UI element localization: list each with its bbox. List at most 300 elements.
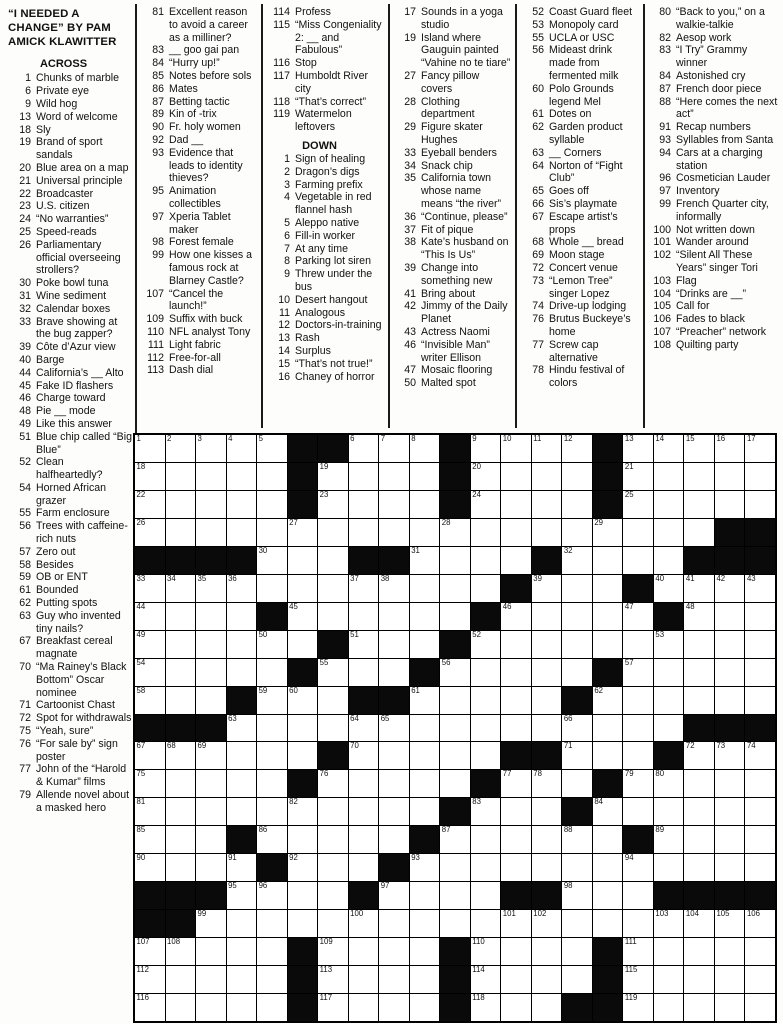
grid-cell[interactable] bbox=[501, 659, 531, 686]
grid-cell[interactable] bbox=[684, 910, 714, 937]
grid-cell[interactable] bbox=[501, 435, 531, 462]
grid-cell[interactable] bbox=[135, 491, 165, 518]
grid-cell[interactable] bbox=[623, 966, 653, 993]
grid-cell[interactable] bbox=[257, 575, 287, 602]
grid-cell[interactable] bbox=[227, 491, 257, 518]
grid-cell[interactable] bbox=[745, 770, 775, 797]
grid-cell[interactable] bbox=[593, 547, 623, 574]
grid-cell[interactable] bbox=[227, 938, 257, 965]
grid-cell[interactable] bbox=[410, 631, 440, 658]
grid-cell[interactable] bbox=[227, 435, 257, 462]
grid-cell[interactable] bbox=[471, 715, 501, 742]
grid-cell[interactable] bbox=[410, 994, 440, 1021]
grid-cell[interactable] bbox=[379, 910, 409, 937]
grid-cell[interactable] bbox=[318, 659, 348, 686]
grid-cell[interactable] bbox=[440, 575, 470, 602]
grid-cell[interactable] bbox=[684, 687, 714, 714]
grid-cell[interactable] bbox=[196, 826, 226, 853]
grid-cell[interactable] bbox=[745, 435, 775, 462]
grid-cell[interactable] bbox=[196, 854, 226, 881]
grid-cell[interactable] bbox=[227, 742, 257, 769]
grid-cell[interactable] bbox=[379, 742, 409, 769]
grid-cell[interactable] bbox=[410, 435, 440, 462]
grid-cell[interactable] bbox=[501, 910, 531, 937]
grid-cell[interactable] bbox=[654, 910, 684, 937]
grid-cell[interactable] bbox=[471, 435, 501, 462]
grid-cell[interactable] bbox=[410, 910, 440, 937]
grid-cell[interactable] bbox=[745, 491, 775, 518]
grid-cell[interactable] bbox=[379, 491, 409, 518]
grid-cell[interactable] bbox=[623, 547, 653, 574]
grid-cell[interactable] bbox=[654, 435, 684, 462]
grid-cell[interactable] bbox=[593, 798, 623, 825]
grid-cell[interactable] bbox=[562, 463, 592, 490]
grid-cell[interactable] bbox=[379, 659, 409, 686]
grid-cell[interactable] bbox=[501, 519, 531, 546]
grid-cell[interactable] bbox=[318, 715, 348, 742]
grid-cell[interactable] bbox=[471, 687, 501, 714]
grid-cell[interactable] bbox=[227, 994, 257, 1021]
grid-cell[interactable] bbox=[410, 770, 440, 797]
grid-cell[interactable] bbox=[379, 994, 409, 1021]
grid-cell[interactable] bbox=[654, 547, 684, 574]
grid-cell[interactable] bbox=[257, 798, 287, 825]
grid-cell[interactable] bbox=[623, 994, 653, 1021]
grid-cell[interactable] bbox=[410, 882, 440, 909]
grid-cell[interactable] bbox=[288, 575, 318, 602]
grid-cell[interactable] bbox=[623, 854, 653, 881]
grid-cell[interactable] bbox=[715, 770, 745, 797]
grid-cell[interactable] bbox=[562, 631, 592, 658]
grid-cell[interactable] bbox=[745, 854, 775, 881]
grid-cell[interactable] bbox=[410, 491, 440, 518]
grid-cell[interactable] bbox=[532, 575, 562, 602]
grid-cell[interactable] bbox=[501, 603, 531, 630]
grid-cell[interactable] bbox=[196, 575, 226, 602]
grid-cell[interactable] bbox=[288, 631, 318, 658]
grid-cell[interactable] bbox=[196, 491, 226, 518]
grid-cell[interactable] bbox=[654, 687, 684, 714]
grid-cell[interactable] bbox=[318, 910, 348, 937]
grid-cell[interactable] bbox=[684, 435, 714, 462]
grid-cell[interactable] bbox=[623, 659, 653, 686]
grid-cell[interactable] bbox=[623, 463, 653, 490]
grid-cell[interactable] bbox=[532, 966, 562, 993]
grid-cell[interactable] bbox=[715, 966, 745, 993]
grid-cell[interactable] bbox=[471, 910, 501, 937]
grid-cell[interactable] bbox=[349, 994, 379, 1021]
grid-cell[interactable] bbox=[532, 687, 562, 714]
grid-cell[interactable] bbox=[684, 854, 714, 881]
grid-cell[interactable] bbox=[135, 966, 165, 993]
grid-cell[interactable] bbox=[349, 463, 379, 490]
grid-cell[interactable] bbox=[379, 770, 409, 797]
grid-cell[interactable] bbox=[471, 491, 501, 518]
grid-cell[interactable] bbox=[715, 463, 745, 490]
grid-cell[interactable] bbox=[745, 575, 775, 602]
grid-cell[interactable] bbox=[501, 547, 531, 574]
grid-cell[interactable] bbox=[288, 882, 318, 909]
grid-cell[interactable] bbox=[471, 882, 501, 909]
grid-cell[interactable] bbox=[349, 659, 379, 686]
grid-cell[interactable] bbox=[440, 826, 470, 853]
grid-cell[interactable] bbox=[501, 770, 531, 797]
grid-cell[interactable] bbox=[318, 463, 348, 490]
grid-cell[interactable] bbox=[593, 742, 623, 769]
grid-cell[interactable] bbox=[135, 994, 165, 1021]
grid-cell[interactable] bbox=[593, 910, 623, 937]
grid-cell[interactable] bbox=[257, 910, 287, 937]
grid-cell[interactable] bbox=[532, 463, 562, 490]
grid-cell[interactable] bbox=[654, 659, 684, 686]
grid-cell[interactable] bbox=[318, 547, 348, 574]
grid-cell[interactable] bbox=[318, 603, 348, 630]
grid-cell[interactable] bbox=[593, 575, 623, 602]
grid-cell[interactable] bbox=[196, 659, 226, 686]
grid-cell[interactable] bbox=[166, 798, 196, 825]
grid-cell[interactable] bbox=[501, 463, 531, 490]
grid-cell[interactable] bbox=[166, 854, 196, 881]
grid-cell[interactable] bbox=[288, 603, 318, 630]
grid-cell[interactable] bbox=[166, 519, 196, 546]
grid-cell[interactable] bbox=[349, 770, 379, 797]
grid-cell[interactable] bbox=[227, 603, 257, 630]
grid-cell[interactable] bbox=[318, 575, 348, 602]
grid-cell[interactable] bbox=[166, 631, 196, 658]
grid-cell[interactable] bbox=[715, 742, 745, 769]
grid-cell[interactable] bbox=[745, 826, 775, 853]
grid-cell[interactable] bbox=[379, 826, 409, 853]
grid-cell[interactable] bbox=[135, 938, 165, 965]
grid-cell[interactable] bbox=[532, 435, 562, 462]
grid-cell[interactable] bbox=[318, 938, 348, 965]
grid-cell[interactable] bbox=[562, 435, 592, 462]
grid-cell[interactable] bbox=[257, 631, 287, 658]
grid-cell[interactable] bbox=[562, 575, 592, 602]
grid-cell[interactable] bbox=[379, 882, 409, 909]
grid-cell[interactable] bbox=[135, 631, 165, 658]
grid-cell[interactable] bbox=[410, 603, 440, 630]
grid-cell[interactable] bbox=[196, 910, 226, 937]
grid-cell[interactable] bbox=[166, 966, 196, 993]
grid-cell[interactable] bbox=[410, 938, 440, 965]
grid-cell[interactable] bbox=[471, 659, 501, 686]
grid-cell[interactable] bbox=[745, 798, 775, 825]
grid-cell[interactable] bbox=[288, 854, 318, 881]
grid-cell[interactable] bbox=[654, 491, 684, 518]
grid-cell[interactable] bbox=[349, 854, 379, 881]
grid-cell[interactable] bbox=[440, 770, 470, 797]
grid-cell[interactable] bbox=[318, 966, 348, 993]
grid-cell[interactable] bbox=[501, 631, 531, 658]
grid-cell[interactable] bbox=[715, 938, 745, 965]
grid-cell[interactable] bbox=[471, 519, 501, 546]
grid-cell[interactable] bbox=[745, 687, 775, 714]
grid-cell[interactable] bbox=[196, 742, 226, 769]
grid-cell[interactable] bbox=[532, 910, 562, 937]
grid-cell[interactable] bbox=[715, 687, 745, 714]
grid-cell[interactable] bbox=[257, 491, 287, 518]
grid-cell[interactable] bbox=[166, 463, 196, 490]
grid-cell[interactable] bbox=[471, 742, 501, 769]
grid-cell[interactable] bbox=[349, 798, 379, 825]
grid-cell[interactable] bbox=[288, 715, 318, 742]
grid-cell[interactable] bbox=[349, 910, 379, 937]
grid-cell[interactable] bbox=[440, 603, 470, 630]
grid-cell[interactable] bbox=[288, 547, 318, 574]
grid-cell[interactable] bbox=[684, 798, 714, 825]
grid-cell[interactable] bbox=[684, 994, 714, 1021]
grid-cell[interactable] bbox=[501, 798, 531, 825]
grid-cell[interactable] bbox=[135, 854, 165, 881]
grid-cell[interactable] bbox=[257, 742, 287, 769]
grid-cell[interactable] bbox=[654, 798, 684, 825]
grid-cell[interactable] bbox=[318, 491, 348, 518]
grid-cell[interactable] bbox=[440, 854, 470, 881]
grid-cell[interactable] bbox=[349, 603, 379, 630]
grid-cell[interactable] bbox=[501, 966, 531, 993]
grid-cell[interactable] bbox=[562, 491, 592, 518]
grid-cell[interactable] bbox=[166, 575, 196, 602]
grid-cell[interactable] bbox=[257, 435, 287, 462]
grid-cell[interactable] bbox=[654, 519, 684, 546]
grid-cell[interactable] bbox=[471, 994, 501, 1021]
grid-cell[interactable] bbox=[227, 966, 257, 993]
grid-cell[interactable] bbox=[196, 687, 226, 714]
grid-cell[interactable] bbox=[379, 575, 409, 602]
grid-cell[interactable] bbox=[440, 687, 470, 714]
grid-cell[interactable] bbox=[471, 826, 501, 853]
grid-cell[interactable] bbox=[623, 882, 653, 909]
grid-cell[interactable] bbox=[623, 715, 653, 742]
grid-cell[interactable] bbox=[562, 659, 592, 686]
grid-cell[interactable] bbox=[379, 966, 409, 993]
grid-cell[interactable] bbox=[501, 826, 531, 853]
grid-cell[interactable] bbox=[257, 659, 287, 686]
grid-cell[interactable] bbox=[684, 966, 714, 993]
grid-cell[interactable] bbox=[318, 687, 348, 714]
grid-cell[interactable] bbox=[562, 603, 592, 630]
grid-cell[interactable] bbox=[471, 966, 501, 993]
grid-cell[interactable] bbox=[593, 715, 623, 742]
grid-cell[interactable] bbox=[227, 715, 257, 742]
grid-cell[interactable] bbox=[318, 826, 348, 853]
grid-cell[interactable] bbox=[257, 715, 287, 742]
grid-cell[interactable] bbox=[135, 742, 165, 769]
grid-cell[interactable] bbox=[166, 435, 196, 462]
grid-cell[interactable] bbox=[196, 463, 226, 490]
grid-cell[interactable] bbox=[501, 938, 531, 965]
grid-cell[interactable] bbox=[623, 603, 653, 630]
grid-cell[interactable] bbox=[654, 938, 684, 965]
grid-cell[interactable] bbox=[318, 770, 348, 797]
grid-cell[interactable] bbox=[623, 435, 653, 462]
crossword-grid[interactable] bbox=[133, 433, 777, 1023]
grid-cell[interactable] bbox=[349, 715, 379, 742]
grid-cell[interactable] bbox=[349, 966, 379, 993]
grid-cell[interactable] bbox=[532, 854, 562, 881]
grid-cell[interactable] bbox=[196, 994, 226, 1021]
grid-cell[interactable] bbox=[349, 742, 379, 769]
grid-cell[interactable] bbox=[715, 994, 745, 1021]
grid-cell[interactable] bbox=[471, 547, 501, 574]
grid-cell[interactable] bbox=[227, 631, 257, 658]
grid-cell[interactable] bbox=[288, 687, 318, 714]
grid-cell[interactable] bbox=[135, 463, 165, 490]
grid-cell[interactable] bbox=[471, 854, 501, 881]
grid-cell[interactable] bbox=[501, 715, 531, 742]
grid-cell[interactable] bbox=[593, 603, 623, 630]
grid-cell[interactable] bbox=[227, 519, 257, 546]
grid-cell[interactable] bbox=[715, 575, 745, 602]
grid-cell[interactable] bbox=[623, 742, 653, 769]
grid-cell[interactable] bbox=[410, 798, 440, 825]
grid-cell[interactable] bbox=[593, 631, 623, 658]
grid-cell[interactable] bbox=[654, 575, 684, 602]
grid-cell[interactable] bbox=[257, 547, 287, 574]
grid-cell[interactable] bbox=[135, 575, 165, 602]
grid-cell[interactable] bbox=[654, 826, 684, 853]
grid-cell[interactable] bbox=[593, 826, 623, 853]
grid-cell[interactable] bbox=[562, 910, 592, 937]
grid-cell[interactable] bbox=[410, 742, 440, 769]
grid-cell[interactable] bbox=[593, 882, 623, 909]
grid-cell[interactable] bbox=[440, 715, 470, 742]
grid-cell[interactable] bbox=[593, 854, 623, 881]
grid-cell[interactable] bbox=[532, 491, 562, 518]
grid-cell[interactable] bbox=[593, 519, 623, 546]
grid-cell[interactable] bbox=[379, 519, 409, 546]
grid-cell[interactable] bbox=[562, 547, 592, 574]
grid-cell[interactable] bbox=[166, 826, 196, 853]
grid-cell[interactable] bbox=[745, 994, 775, 1021]
grid-cell[interactable] bbox=[654, 854, 684, 881]
grid-cell[interactable] bbox=[410, 519, 440, 546]
grid-cell[interactable] bbox=[715, 631, 745, 658]
grid-cell[interactable] bbox=[196, 435, 226, 462]
grid-cell[interactable] bbox=[684, 603, 714, 630]
grid-cell[interactable] bbox=[745, 603, 775, 630]
grid-cell[interactable] bbox=[288, 742, 318, 769]
grid-cell[interactable] bbox=[440, 882, 470, 909]
grid-cell[interactable] bbox=[135, 435, 165, 462]
grid-cell[interactable] bbox=[654, 463, 684, 490]
grid-cell[interactable] bbox=[715, 826, 745, 853]
grid-cell[interactable] bbox=[715, 854, 745, 881]
grid-cell[interactable] bbox=[501, 687, 531, 714]
grid-cell[interactable] bbox=[471, 575, 501, 602]
grid-cell[interactable] bbox=[471, 938, 501, 965]
grid-cell[interactable] bbox=[349, 826, 379, 853]
grid-cell[interactable] bbox=[288, 910, 318, 937]
grid-cell[interactable] bbox=[654, 631, 684, 658]
grid-cell[interactable] bbox=[379, 938, 409, 965]
grid-cell[interactable] bbox=[745, 463, 775, 490]
grid-cell[interactable] bbox=[257, 770, 287, 797]
grid-cell[interactable] bbox=[501, 491, 531, 518]
grid-cell[interactable] bbox=[410, 575, 440, 602]
grid-cell[interactable] bbox=[532, 631, 562, 658]
grid-cell[interactable] bbox=[562, 826, 592, 853]
grid-cell[interactable] bbox=[349, 435, 379, 462]
grid-cell[interactable] bbox=[623, 798, 653, 825]
grid-cell[interactable] bbox=[166, 742, 196, 769]
grid-cell[interactable] bbox=[227, 575, 257, 602]
grid-cell[interactable] bbox=[318, 994, 348, 1021]
grid-cell[interactable] bbox=[227, 463, 257, 490]
grid-cell[interactable] bbox=[654, 994, 684, 1021]
grid-cell[interactable] bbox=[471, 463, 501, 490]
grid-cell[interactable] bbox=[257, 463, 287, 490]
grid-cell[interactable] bbox=[410, 715, 440, 742]
grid-cell[interactable] bbox=[196, 519, 226, 546]
grid-cell[interactable] bbox=[745, 910, 775, 937]
grid-cell[interactable] bbox=[684, 519, 714, 546]
grid-cell[interactable] bbox=[532, 519, 562, 546]
grid-cell[interactable] bbox=[623, 631, 653, 658]
grid-cell[interactable] bbox=[532, 715, 562, 742]
grid-cell[interactable] bbox=[410, 687, 440, 714]
grid-cell[interactable] bbox=[227, 798, 257, 825]
grid-cell[interactable] bbox=[562, 966, 592, 993]
grid-cell[interactable] bbox=[349, 491, 379, 518]
grid-cell[interactable] bbox=[410, 463, 440, 490]
grid-cell[interactable] bbox=[684, 491, 714, 518]
grid-cell[interactable] bbox=[532, 826, 562, 853]
grid-cell[interactable] bbox=[227, 882, 257, 909]
grid-cell[interactable] bbox=[623, 910, 653, 937]
grid-cell[interactable] bbox=[623, 938, 653, 965]
grid-cell[interactable] bbox=[166, 603, 196, 630]
grid-cell[interactable] bbox=[318, 854, 348, 881]
grid-cell[interactable] bbox=[715, 659, 745, 686]
grid-cell[interactable] bbox=[257, 882, 287, 909]
grid-cell[interactable] bbox=[684, 631, 714, 658]
grid-cell[interactable] bbox=[196, 631, 226, 658]
grid-cell[interactable] bbox=[684, 770, 714, 797]
grid-cell[interactable] bbox=[745, 659, 775, 686]
grid-cell[interactable] bbox=[684, 826, 714, 853]
grid-cell[interactable] bbox=[379, 603, 409, 630]
grid-cell[interactable] bbox=[623, 687, 653, 714]
grid-cell[interactable] bbox=[532, 798, 562, 825]
grid-cell[interactable] bbox=[440, 910, 470, 937]
grid-cell[interactable] bbox=[410, 966, 440, 993]
grid-cell[interactable] bbox=[257, 519, 287, 546]
grid-cell[interactable] bbox=[135, 770, 165, 797]
grid-cell[interactable] bbox=[623, 770, 653, 797]
grid-cell[interactable] bbox=[196, 798, 226, 825]
grid-cell[interactable] bbox=[257, 687, 287, 714]
grid-cell[interactable] bbox=[684, 938, 714, 965]
grid-cell[interactable] bbox=[745, 966, 775, 993]
grid-cell[interactable] bbox=[410, 854, 440, 881]
grid-cell[interactable] bbox=[288, 798, 318, 825]
grid-cell[interactable] bbox=[562, 715, 592, 742]
grid-cell[interactable] bbox=[440, 659, 470, 686]
grid-cell[interactable] bbox=[715, 603, 745, 630]
grid-cell[interactable] bbox=[135, 659, 165, 686]
grid-cell[interactable] bbox=[623, 491, 653, 518]
grid-cell[interactable] bbox=[196, 966, 226, 993]
grid-cell[interactable] bbox=[471, 798, 501, 825]
grid-cell[interactable] bbox=[562, 854, 592, 881]
grid-cell[interactable] bbox=[349, 938, 379, 965]
grid-cell[interactable] bbox=[410, 547, 440, 574]
grid-cell[interactable] bbox=[196, 770, 226, 797]
grid-cell[interactable] bbox=[166, 770, 196, 797]
grid-cell[interactable] bbox=[562, 770, 592, 797]
